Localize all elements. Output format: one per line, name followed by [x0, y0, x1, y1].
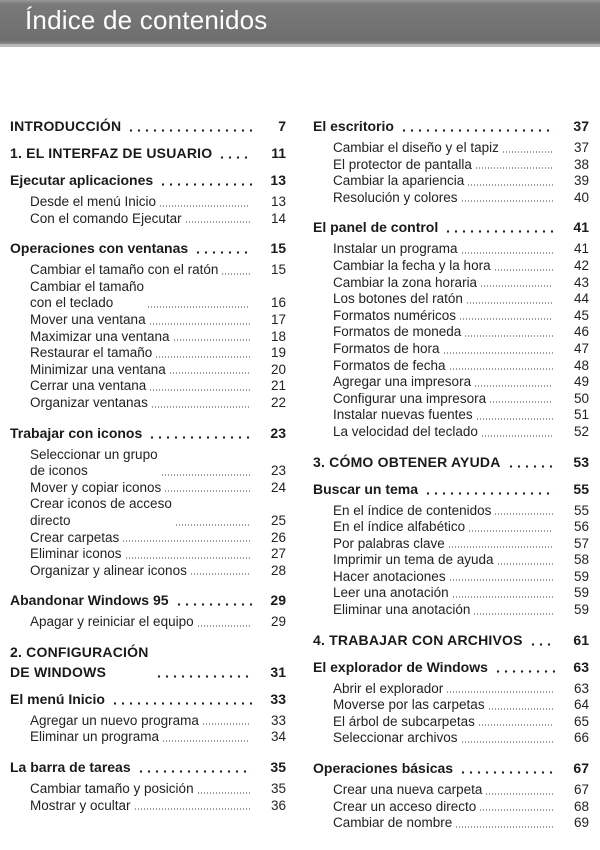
toc-page-number: 61	[573, 631, 589, 648]
toc-entry-title: Eliminar iconos	[30, 546, 122, 562]
dot-leader	[468, 530, 553, 532]
toc-page-number: 26	[270, 529, 286, 545]
toc-item[interactable]	[313, 569, 589, 586]
toc-section[interactable]	[10, 423, 286, 443]
toc-page-number: 20	[270, 361, 286, 377]
toc-page-number: 27	[270, 546, 286, 562]
toc-entry-title: En el índice de contenidos	[333, 502, 492, 518]
toc-item[interactable]	[313, 173, 589, 190]
dot-leader	[190, 573, 250, 575]
toc-page-number: 33	[270, 690, 286, 707]
toc-entry-title: Restaurar el tamaño	[30, 345, 153, 361]
dot-leader	[221, 273, 250, 275]
toc-page-number: 51	[573, 407, 589, 423]
toc-page-number: 59	[573, 585, 589, 601]
dot-leader	[502, 151, 553, 153]
toc-page-number: 16	[270, 295, 286, 311]
toc-page-number: 63	[573, 658, 589, 675]
dot-leader	[111, 702, 252, 705]
toc-item[interactable]	[10, 713, 286, 730]
toc-item[interactable]	[313, 552, 589, 569]
toc-page-number: 18	[270, 328, 286, 344]
toc-section[interactable]	[313, 758, 589, 778]
toc-item[interactable]	[313, 324, 589, 341]
dot-leader	[529, 643, 555, 646]
toc-entry-title: Cambiar el diseño y el tapiz	[333, 140, 499, 155]
dot-leader	[446, 691, 553, 693]
toc-item[interactable]	[10, 496, 286, 529]
toc-page-number: 42	[573, 257, 589, 273]
toc-page-number: 41	[573, 241, 589, 257]
toc-item[interactable]	[10, 563, 286, 580]
toc-page-number: 69	[573, 815, 589, 831]
toc-page-number: 24	[270, 479, 286, 495]
toc-item[interactable]	[10, 378, 286, 395]
toc-page-number: 65	[573, 713, 589, 729]
dot-leader	[185, 221, 250, 223]
toc-column-left	[10, 105, 286, 814]
toc-page-number: 57	[573, 535, 589, 551]
toc-page-number: 46	[573, 324, 589, 340]
toc-page-number: 44	[573, 291, 589, 307]
toc-item[interactable]	[10, 345, 286, 362]
dot-leader	[155, 356, 250, 358]
dot-leader	[494, 269, 553, 271]
toc-entry-title: Cambiar el tamaño con el ratón	[30, 262, 219, 278]
toc-item[interactable]	[313, 536, 589, 553]
toc-entry-title: El panel de control	[313, 219, 439, 236]
toc-entry-title: Cerrar una ventana	[30, 378, 147, 394]
toc-section[interactable]	[10, 757, 286, 777]
dot-leader	[173, 339, 250, 341]
toc-item[interactable]	[10, 447, 286, 480]
toc-chapter[interactable]	[10, 143, 286, 163]
toc-page-number: 15	[270, 262, 286, 278]
dot-leader	[455, 826, 553, 828]
toc-entry-title: Seleccionar archivos	[333, 730, 458, 746]
dot-leader	[494, 670, 555, 673]
toc-item[interactable]	[10, 279, 286, 312]
dot-leader	[449, 368, 553, 370]
toc-entry-title: Cambiar tamaño y posición	[30, 781, 194, 797]
dot-leader	[473, 613, 553, 615]
toc-entry-title: Crear iconos de acceso directo	[30, 496, 172, 528]
toc-page-number: 41	[573, 219, 589, 236]
toc-item[interactable]	[10, 798, 286, 815]
toc-page-number: 67	[573, 782, 589, 798]
toc-item[interactable]	[10, 194, 286, 211]
toc-item[interactable]	[313, 341, 589, 358]
dot-leader	[149, 323, 250, 325]
toc-page-number: 56	[573, 519, 589, 535]
toc-item[interactable]	[313, 391, 589, 408]
dot-leader	[197, 792, 250, 794]
dot-leader	[164, 490, 250, 492]
toc-item[interactable]	[313, 258, 589, 275]
dot-leader	[485, 793, 553, 795]
toc-page-number: 38	[573, 156, 589, 172]
toc-entry-title: El escritorio	[313, 118, 394, 134]
toc-page-number: 64	[573, 697, 589, 713]
dot-leader	[161, 474, 250, 476]
title-bar	[0, 0, 600, 47]
toc-entry-title: Eliminar un programa	[30, 729, 160, 745]
dot-leader	[151, 406, 250, 408]
toc-chapter[interactable]	[10, 116, 286, 136]
toc-item[interactable]	[10, 530, 286, 547]
toc-entry-title: Hacer anotaciones	[333, 568, 446, 584]
toc-item[interactable]	[10, 729, 286, 746]
toc-page-number: 31	[270, 663, 286, 680]
toc-entry-title: Buscar un tema	[313, 480, 419, 497]
toc-page-number: 35	[270, 759, 286, 776]
toc-entry-title: Maximizar una ventana	[30, 328, 170, 344]
toc-entry-title: Formatos numéricos	[333, 307, 457, 323]
toc-item[interactable]	[10, 614, 286, 631]
toc-entry-title: Abrir el explorador	[333, 680, 444, 696]
toc-item[interactable]	[10, 262, 286, 279]
toc-item[interactable]	[313, 799, 589, 816]
toc-page-number: 14	[270, 210, 286, 226]
dot-leader	[159, 205, 250, 207]
toc-entry-title: Cambiar la apariencia	[333, 173, 465, 189]
dot-leader	[448, 546, 553, 548]
toc-item[interactable]	[313, 241, 589, 258]
toc-item[interactable]	[313, 503, 589, 520]
toc-entry-title: Los botones del ratón	[333, 291, 463, 307]
toc-item[interactable]	[10, 546, 286, 563]
toc-entry-title: Mover una ventana	[30, 311, 146, 327]
toc-item[interactable]	[10, 480, 286, 497]
toc-entry-title: Cambiar de nombre	[333, 815, 453, 831]
toc-page-number: 63	[573, 680, 589, 696]
toc-entry-title: El protector de pantalla	[333, 156, 472, 172]
toc-entry-title: Instalar nuevas fuentes	[333, 407, 473, 423]
toc-page-number: 37	[573, 140, 589, 155]
toc-page-number: 15	[270, 240, 286, 257]
toc-entry-title: El árbol de subcarpetas	[333, 713, 475, 729]
toc-page-number: 13	[270, 172, 286, 188]
toc-item[interactable]	[313, 602, 589, 619]
toc-page-number: 29	[270, 592, 286, 609]
dot-leader	[137, 770, 252, 773]
toc-entry-title: Cambiar el tamaño con el teclado	[30, 278, 145, 311]
toc-entry-title: Crear carpetas	[30, 529, 120, 545]
toc-item[interactable]	[10, 312, 286, 329]
toc-entry-title: Resolución y colores	[333, 189, 458, 205]
toc-page-number: 67	[573, 760, 589, 777]
toc-chapter[interactable]	[313, 630, 589, 650]
dot-leader	[444, 230, 555, 233]
toc-item[interactable]	[10, 329, 286, 346]
toc-page-number: 43	[573, 274, 589, 290]
toc-item[interactable]	[313, 190, 589, 207]
toc-item[interactable]	[10, 781, 286, 798]
toc-entry-title: Crear un acceso directo	[333, 798, 477, 814]
toc-entry-title: Con el comando Ejecutar	[30, 210, 182, 226]
toc-item[interactable]	[313, 697, 589, 714]
toc-entry-title: Desde el menú Inicio	[30, 194, 157, 209]
toc-entry-title: Formatos de fecha	[333, 357, 446, 373]
toc-page-number: 48	[573, 357, 589, 373]
toc-entry-title: Formatos de moneda	[333, 324, 462, 340]
toc-page-number: 36	[270, 797, 286, 813]
toc-entry-title: 4. TRABAJAR CON ARCHIVOS	[313, 631, 523, 648]
toc-page-number: 47	[573, 340, 589, 356]
dot-leader	[149, 389, 250, 391]
toc-item[interactable]	[313, 681, 589, 698]
dot-leader	[488, 708, 553, 710]
toc-entry-title: INTRODUCCIÓN	[10, 118, 122, 134]
toc-section[interactable]	[10, 590, 286, 610]
toc-page-number: 59	[573, 602, 589, 618]
toc-entry-title: Agregar una impresora	[333, 374, 472, 390]
toc-entry-title: Formatos de hora	[333, 340, 440, 356]
toc-page-number: 66	[573, 730, 589, 746]
toc-page-number: 58	[573, 552, 589, 568]
toc-item[interactable]	[10, 211, 286, 228]
dot-leader	[481, 435, 553, 437]
dot-leader	[494, 513, 553, 515]
toc-page-number: 37	[573, 118, 589, 134]
toc-section[interactable]	[10, 170, 286, 190]
toc-entry-title: Eliminar una anotación	[333, 602, 471, 618]
toc-page-number: 39	[573, 173, 589, 189]
toc-section[interactable]	[10, 238, 286, 258]
dot-leader	[202, 723, 250, 725]
dot-leader	[466, 302, 553, 304]
toc-entry-title: Por palabras clave	[333, 535, 445, 551]
toc-page-number: 53	[573, 453, 589, 470]
dot-leader	[424, 492, 555, 495]
dot-leader	[474, 385, 553, 387]
dot-leader	[459, 771, 555, 774]
toc-entry-title: Minimizar una ventana	[30, 361, 166, 377]
toc-page-number: 33	[270, 712, 286, 728]
toc-entry-title: Mover y copiar iconos	[30, 479, 162, 495]
toc-item[interactable]	[313, 782, 589, 799]
toc-item[interactable]	[10, 395, 286, 412]
dot-leader	[478, 724, 553, 726]
toc-item[interactable]	[10, 362, 286, 379]
dot-leader	[147, 306, 250, 308]
toc-page-number: 49	[573, 374, 589, 390]
dot-leader	[479, 809, 553, 811]
toc-entry-title: Mostrar y ocultar	[30, 797, 131, 813]
dot-leader	[467, 184, 553, 186]
dot-leader	[218, 156, 252, 159]
toc-page-number: 35	[270, 781, 286, 797]
toc-item[interactable]	[313, 157, 589, 174]
toc-section[interactable]	[313, 116, 589, 136]
toc-page-number: 23	[270, 463, 286, 479]
toc-entry-title: Leer una anotación	[333, 585, 449, 601]
dot-leader	[134, 808, 250, 810]
toc-page-number: 21	[270, 378, 286, 394]
toc-page-number: 7	[278, 118, 286, 134]
toc-item[interactable]	[313, 358, 589, 375]
toc-entry-title: Organizar ventanas	[30, 394, 148, 410]
dot-leader	[127, 129, 252, 132]
toc-entry-title: Moverse por las carpetas	[333, 697, 485, 713]
toc-item[interactable]	[313, 714, 589, 731]
toc-item[interactable]	[313, 291, 589, 308]
dot-leader	[464, 335, 553, 337]
toc-entry-title: 1. EL INTERFAZ DE USUARIO	[10, 145, 213, 161]
dot-leader	[452, 596, 553, 598]
toc-column-right	[313, 105, 589, 832]
toc-page-number: 40	[573, 189, 589, 205]
dot-leader	[194, 251, 252, 254]
dot-leader	[155, 675, 252, 678]
toc-page-number: 55	[573, 502, 589, 518]
toc-entry-title: Configurar una impresora	[333, 390, 487, 406]
toc-page-number: 11	[271, 145, 286, 161]
toc-page-number: 50	[573, 390, 589, 406]
toc-entry-title: La barra de tareas	[10, 759, 131, 776]
toc-entry-title: 3. CÓMO OBTENER AYUDA	[313, 453, 501, 470]
toc-entry-title: 2. CONFIGURACIÓN DE WINDOWS	[10, 643, 149, 680]
dot-leader	[461, 200, 553, 202]
dot-leader	[175, 524, 250, 526]
toc-page-number: 45	[573, 307, 589, 323]
toc-page-number: 13	[270, 194, 286, 209]
dot-leader	[497, 563, 553, 565]
toc-chapter[interactable]	[10, 642, 286, 682]
dot-leader	[489, 401, 553, 403]
dot-leader	[122, 540, 250, 542]
toc-page-number: 29	[270, 614, 286, 630]
dot-leader	[476, 418, 553, 420]
toc-entry-title: Abandonar Windows 95	[10, 592, 169, 609]
dot-leader	[169, 372, 250, 374]
toc-section[interactable]	[313, 479, 589, 499]
dot-leader	[175, 603, 252, 606]
toc-item[interactable]	[313, 730, 589, 747]
toc-entry-title: Crear una nueva carpeta	[333, 782, 483, 798]
dot-leader	[162, 740, 250, 742]
dot-leader	[461, 741, 553, 743]
toc-entry-title: Instalar un programa	[333, 241, 458, 257]
toc-page-number: 59	[573, 568, 589, 584]
dot-leader	[480, 285, 553, 287]
toc-entry-title: Imprimir un tema de ayuda	[333, 552, 494, 568]
dot-leader	[475, 167, 553, 169]
dot-leader	[159, 183, 252, 186]
toc-page-number: 19	[270, 345, 286, 361]
toc-item[interactable]	[313, 424, 589, 441]
toc-item[interactable]	[313, 519, 589, 536]
toc-entry-title: Seleccionar un grupo de iconos	[30, 446, 158, 479]
toc-entry-title: Apagar y reiniciar el equipo	[30, 614, 194, 630]
toc-entry-title: En el índice alfabético	[333, 519, 466, 535]
toc-page-number: 28	[270, 562, 286, 578]
toc-page-number: 22	[270, 394, 286, 410]
toc-page-number: 52	[573, 423, 589, 439]
toc-entry-title: Cambiar la fecha y la hora	[333, 257, 491, 273]
toc-item[interactable]	[313, 374, 589, 391]
toc-page-number: 34	[270, 729, 286, 745]
toc-entry-title: La velocidad del teclado	[333, 423, 478, 439]
toc-item[interactable]	[313, 815, 589, 832]
page-title: Índice de contenidos	[25, 5, 268, 35]
toc-section[interactable]	[313, 217, 589, 237]
dot-leader	[461, 252, 553, 254]
toc-entry-title: Cambiar la zona horaria	[333, 274, 478, 290]
toc-entry-title: Organizar y alinear iconos	[30, 562, 187, 578]
toc-section[interactable]	[10, 689, 286, 709]
dot-leader	[443, 352, 553, 354]
toc-page-number: 68	[573, 798, 589, 814]
toc-page-number: 17	[270, 311, 286, 327]
toc-item[interactable]	[313, 275, 589, 292]
dot-leader	[459, 318, 553, 320]
toc-item[interactable]	[313, 308, 589, 325]
dot-leader	[148, 436, 252, 439]
toc-page-number: 55	[573, 480, 589, 497]
dot-leader	[125, 557, 250, 559]
dot-leader	[197, 625, 250, 627]
toc-item[interactable]	[313, 140, 589, 157]
toc-entry-title: El explorador de Windows	[313, 658, 488, 675]
toc-entry-title: Operaciones básicas	[313, 760, 454, 777]
toc-entry-title: Ejecutar aplicaciones	[10, 172, 154, 188]
toc-entry-title: Operaciones con ventanas	[10, 240, 189, 257]
dot-leader	[507, 465, 555, 468]
dot-leader	[449, 579, 553, 581]
toc-page-number: 23	[270, 424, 286, 441]
toc-item[interactable]	[313, 407, 589, 424]
toc-page-number: 25	[270, 512, 286, 528]
toc-entry-title: Agregar un nuevo programa	[30, 712, 199, 728]
toc-item[interactable]	[313, 585, 589, 602]
dot-leader	[400, 129, 555, 132]
toc-entry-title: Trabajar con iconos	[10, 424, 143, 441]
toc-section[interactable]	[313, 657, 589, 677]
toc-entry-title: El menú Inicio	[10, 690, 105, 707]
toc-chapter[interactable]	[313, 452, 589, 472]
